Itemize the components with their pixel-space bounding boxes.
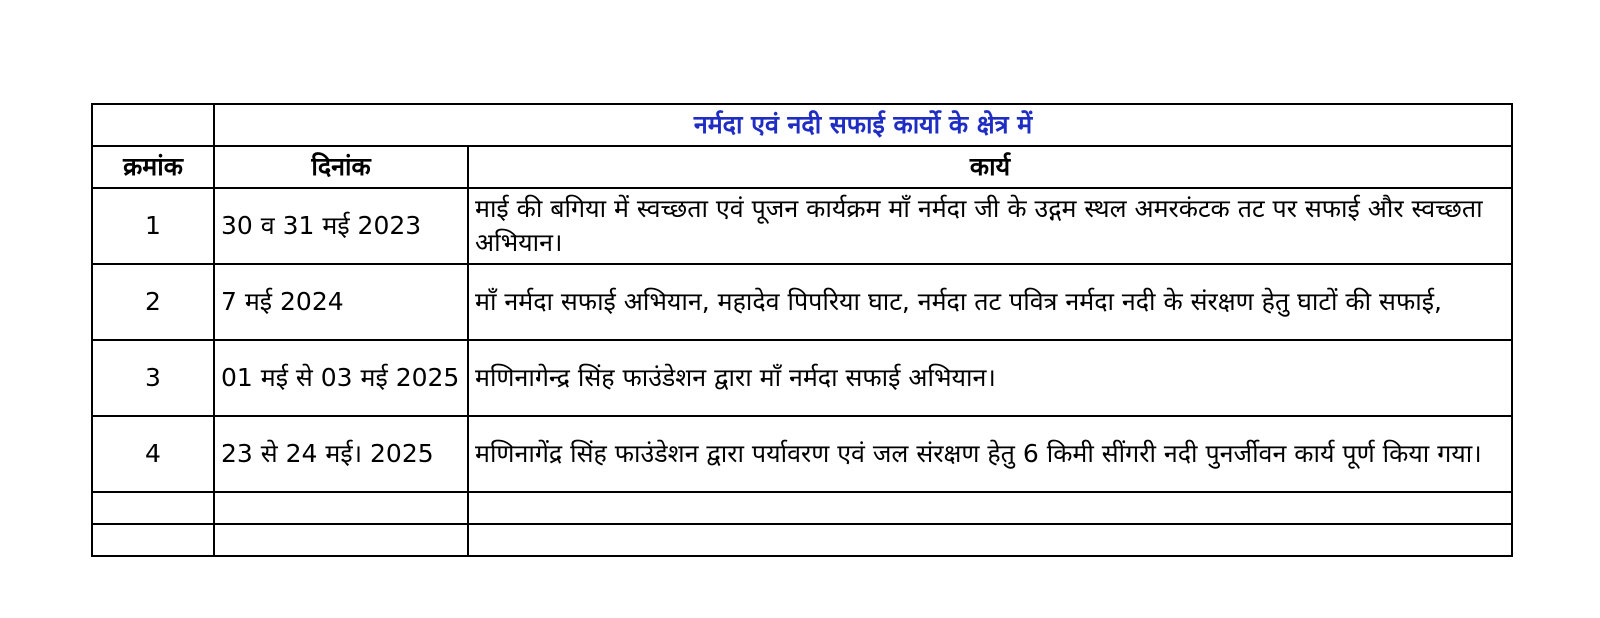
row-date: 01 मई से 03 मई 2025	[214, 340, 468, 416]
empty-cell	[92, 492, 214, 524]
empty-row	[92, 492, 1512, 524]
empty-cell	[214, 524, 468, 556]
header-work: कार्य	[468, 146, 1512, 188]
header-serial: क्रमांक	[92, 146, 214, 188]
empty-cell	[468, 492, 1512, 524]
empty-cell	[214, 492, 468, 524]
row-serial: 4	[92, 416, 214, 492]
empty-cell	[468, 524, 1512, 556]
row-serial: 3	[92, 340, 214, 416]
empty-cell	[92, 524, 214, 556]
row-work: माँ नर्मदा सफाई अभियान, महादेव पिपरिया घाट, नर्मदा तट पवित्र नर्मदा नदी के संरक्षण हेतु घाटों की सफाई,	[468, 264, 1512, 340]
empty-row	[92, 524, 1512, 556]
table-row	[92, 188, 1512, 264]
row-work: मणिनागेन्द्र सिंह फाउंडेशन द्वारा माँ नर्मदा सफाई अभियान।	[468, 340, 1512, 416]
row-date: 30 व 31 मई 2023	[214, 188, 468, 264]
table-row	[92, 264, 1512, 340]
header-row	[92, 146, 1512, 188]
row-serial: 1	[92, 188, 214, 264]
row-work: मणिनागेंद्र सिंह फाउंडेशन द्वारा पर्यावरण एवं जल संरक्षण हेतु 6 किमी सींगरी नदी पुनर्जीवन कार्य पूर्ण किया गया।	[468, 416, 1512, 492]
row-serial: 2	[92, 264, 214, 340]
table-title: नर्मदा एवं नदी सफाई कार्यो के क्षेत्र में	[214, 104, 1512, 146]
title-row	[92, 104, 1512, 146]
works-table	[91, 103, 1513, 557]
row-date: 7 मई 2024	[214, 264, 468, 340]
table-row	[92, 340, 1512, 416]
row-work: माई की बगिया में स्वच्छता एवं पूजन कार्यक्रम माँ नर्मदा जी के उद्गम स्थल अमरकंटक तट पर सफाई और स्वच्छता अभियान।	[468, 188, 1512, 264]
title-blank-cell	[92, 104, 214, 146]
table-row	[92, 416, 1512, 492]
header-date: दिनांक	[214, 146, 468, 188]
row-date: 23 से 24 मई। 2025	[214, 416, 468, 492]
